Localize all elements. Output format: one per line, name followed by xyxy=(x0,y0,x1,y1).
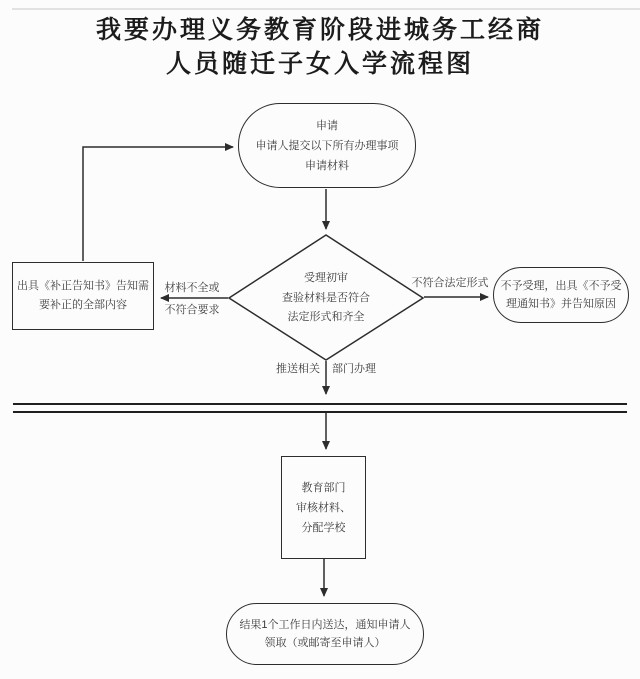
edge-supplement-to-start xyxy=(83,147,233,261)
page-title-line1: 我要办理义务教育阶段进城务工经商 xyxy=(95,17,544,44)
node-decision-review xyxy=(241,269,411,328)
node-start-application xyxy=(238,103,416,188)
reject-line1: 不予受理，出具《不予受 xyxy=(500,280,622,292)
node-supplement-notice xyxy=(12,262,154,330)
decision-line1: 受理初审 xyxy=(304,272,348,284)
page-title xyxy=(0,14,640,82)
edge-label-illegal-form: 不符合法定形式 xyxy=(411,277,489,289)
edge-label-push-left: 推送相关 xyxy=(276,363,320,375)
reject-line2: 理通知书》并告知原因 xyxy=(506,298,616,310)
node-reject-notice xyxy=(493,267,629,323)
process-line2: 审核材料、 xyxy=(296,501,351,514)
supplement-line1: 出具《补正告知书》告知需 xyxy=(17,280,149,292)
decision-line3: 法定形式和齐全 xyxy=(287,311,365,323)
end-line1: 结果1个工作日内送达，通知申请人 xyxy=(239,619,411,631)
decision-line2: 查验材料是否符合 xyxy=(282,291,370,304)
supplement-line2: 要补正的全部内容 xyxy=(39,299,127,311)
process-line3: 分配学校 xyxy=(301,521,346,534)
edge-label-incomplete-1: 材料不全或 xyxy=(164,282,220,294)
process-line1: 教育部门 xyxy=(301,481,346,494)
node-education-department xyxy=(281,456,366,559)
edge-label-incomplete-2: 不符合要求 xyxy=(164,304,220,316)
page-title-line2: 人员随迁子女入学流程图 xyxy=(165,51,474,78)
start-line1: 申请 xyxy=(316,119,338,132)
node-end-result xyxy=(226,603,424,665)
start-line3: 申请材料 xyxy=(305,159,349,172)
edge-label-push-right: 部门办理 xyxy=(332,363,376,375)
end-line2: 领取（或邮寄至申请人） xyxy=(264,637,386,649)
start-line2: 申请人提交以下所有办理事项 xyxy=(255,139,399,152)
